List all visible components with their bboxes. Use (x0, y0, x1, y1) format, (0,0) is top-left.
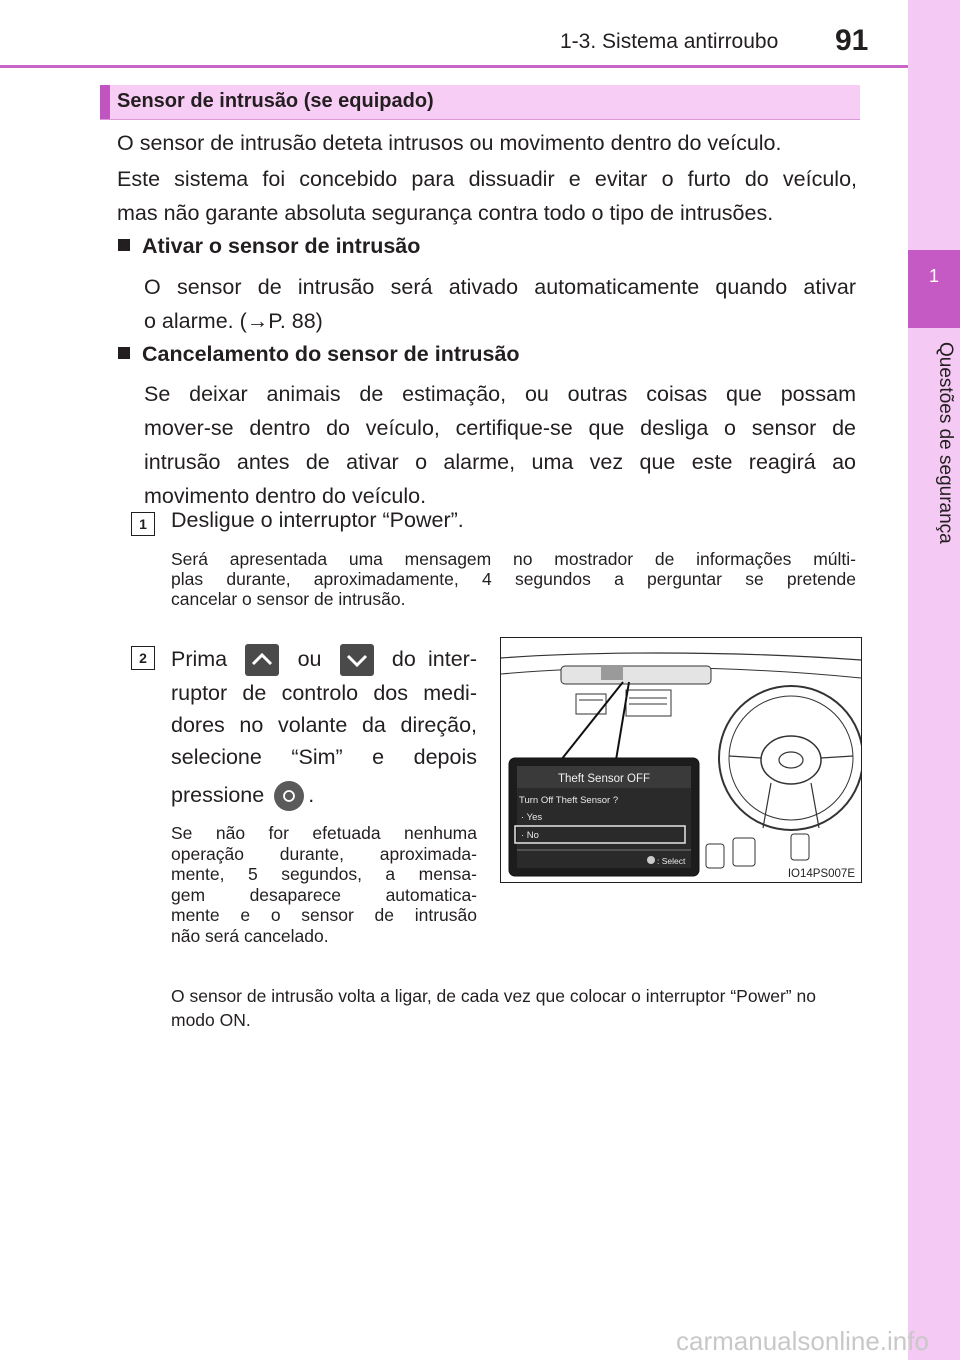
intro-paragraph-1: O sensor de intrusão deteta intrusos ou movimento dentro do veículo. (117, 131, 782, 155)
activate-heading (118, 234, 420, 259)
section-header-bar (100, 85, 110, 119)
chapter-title: Questões de segurança (935, 342, 956, 544)
dashboard-drawing (501, 638, 861, 882)
ok-button-icon (274, 781, 304, 811)
chapter-number: 1 (928, 266, 939, 286)
header-rule (0, 65, 908, 68)
step-2-line: ruptor de controlo dos medi- (171, 681, 477, 705)
step-2-text (171, 641, 477, 811)
screen-select-hint: : Select (657, 856, 686, 866)
activate-text-line-1: O sensor de intrusão será ativado automaticamente quando ativar (144, 275, 856, 299)
running-header-section: 1-3. Sistema antirroubo (560, 30, 779, 53)
step-1-note-line: plas durante, aproximadamente, 4 segundos a perguntar se pretende (171, 569, 856, 589)
step-2-line (171, 779, 477, 811)
intro-paragraph-2-line-2: mas não garante absoluta segurança contra todo o tipo de intrusões. (117, 201, 774, 225)
step-2-prima: Prima (171, 647, 228, 671)
step-2-note-line: não será cancelado. (171, 925, 329, 946)
step-2-note-line: gem desaparece automatica- (171, 884, 477, 905)
bullet-square-icon (118, 347, 130, 359)
bullet-square-icon (118, 239, 130, 251)
step-2-do: do inter- (391, 647, 477, 671)
chapter-side-strip (908, 0, 960, 1360)
chevron-up-icon (245, 644, 279, 676)
dashboard-illustration (500, 637, 862, 883)
cancel-paragraph (144, 377, 856, 513)
step-1-note-line: cancelar o sensor de intrusão. (171, 589, 406, 609)
step-2-line: dores no volante da direção, (171, 713, 477, 737)
cancel-line: Se deixar animais de estimação, ou outras coisas que possam (144, 382, 856, 406)
screen-option-yes: · Yes (521, 812, 543, 823)
step-1-note (171, 549, 856, 609)
illustration-code: IO14PS007E (787, 868, 855, 880)
step-2-period: . (308, 783, 315, 807)
chapter-number-tab (908, 250, 960, 328)
activate-text-line-2: o alarme. (→P. 88) (144, 309, 323, 333)
screen-title: Theft Sensor OFF (557, 773, 651, 785)
cancel-line: mover-se dentro do veículo, certifique-se que desliga o sensor de (144, 416, 856, 440)
step-2-number: 2 (131, 646, 155, 670)
step-2-line (171, 641, 477, 677)
step-2-note-line: mente e o sensor de intrusão (171, 905, 477, 925)
cancel-line: intrusão antes de ativar o alarme, uma vez que este reagirá ao (144, 450, 856, 474)
step-2-line: selecione “Sim” e depois (171, 745, 477, 769)
watermark: carmanualsonline.info (676, 1326, 929, 1356)
step-2-note (171, 823, 477, 946)
cancel-heading (118, 342, 520, 367)
intro-paragraph-2-line-1: Este sistema foi concebido para dissuadir e evitar o furto do veículo, (117, 167, 857, 191)
step-2-pressione: pressione (171, 783, 265, 807)
step-1-number: 1 (131, 512, 155, 536)
section-title: Sensor de intrusão (se equipado) (117, 90, 434, 112)
step-1-note-line: Será apresentada uma mensagem no mostrador de informações múlti- (171, 549, 856, 569)
step-1-text: Desligue o interruptor “Power”. (171, 508, 464, 532)
step-2-note-line: mente, 5 segundos, a mensa- (171, 864, 477, 884)
screen-option-no: · No (521, 830, 539, 841)
cancel-line: movimento dentro do veículo. (144, 484, 427, 508)
final-note: O sensor de intrusão volta a ligar, de cada vez que colocar o interruptor “Power” no modo ON. (171, 986, 816, 1030)
step-2-note-line: operação durante, aproximada- (171, 843, 477, 864)
section-header (100, 85, 860, 120)
step-2-ou: ou (297, 647, 322, 671)
step-2-note-line: Se não for efetuada nenhuma (171, 823, 477, 843)
screen-question: Turn Off Theft Sensor ? (519, 795, 619, 806)
cancel-heading-text: Cancelamento do sensor de intrusão (142, 342, 520, 366)
chevron-down-icon (340, 644, 374, 676)
page-number: 91 (835, 24, 869, 57)
activate-heading-text: Ativar o sensor de intrusão (142, 234, 421, 258)
